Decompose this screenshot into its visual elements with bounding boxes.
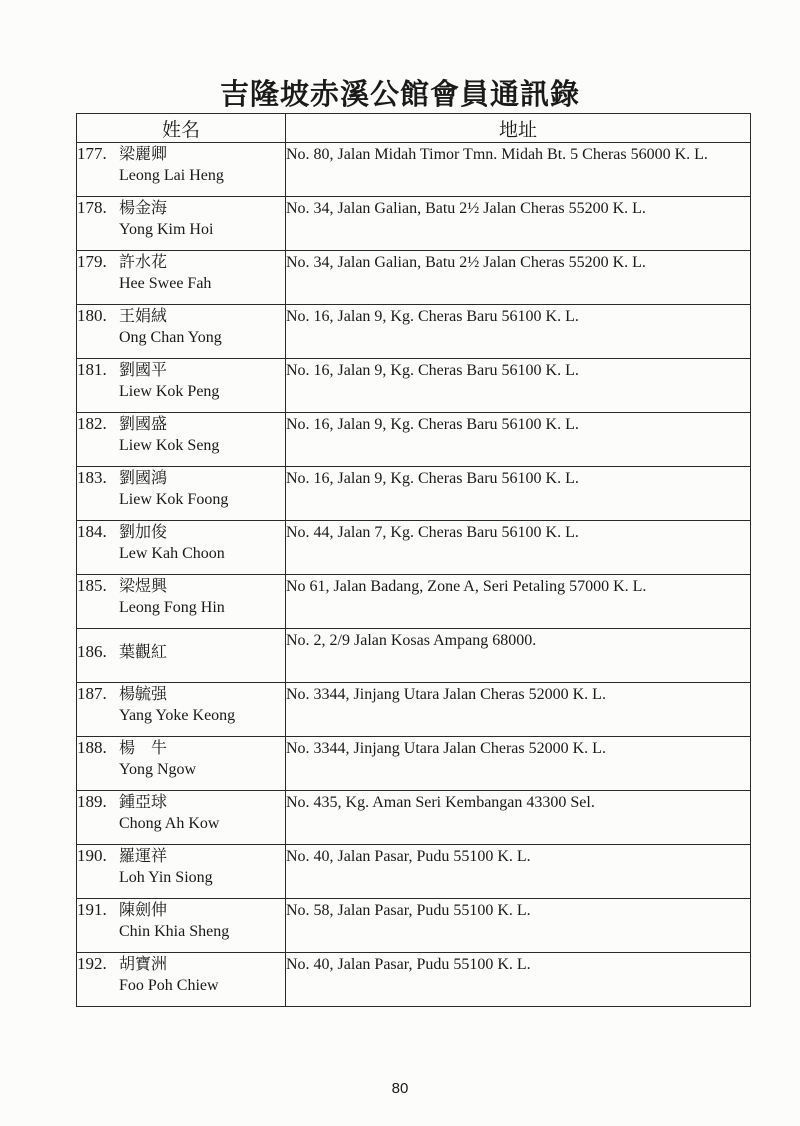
member-number: 179. [77,252,107,271]
name-column-header: 姓名 [77,114,286,143]
member-address: No. 16, Jalan 9, Kg. Cheras Baru 56100 K. L. [286,359,751,413]
table-row [77,575,751,629]
member-chinese-name: 葉觀紅 [119,642,168,661]
member-address: No. 16, Jalan 9, Kg. Cheras Baru 56100 K. L. [286,305,751,359]
member-number: 191. [77,900,107,919]
member-number: 188. [77,738,107,757]
member-english-name: Liew Kok Foong [119,491,229,508]
member-name-line [77,251,285,273]
table-row [77,737,751,791]
member-number: 177. [77,144,107,163]
member-name-line [77,791,285,813]
member-name-line [77,413,285,435]
member-chinese-name: 劉加俊 [119,522,168,541]
member-name-cell [77,143,286,197]
table-row [77,197,751,251]
member-english-name: Liew Kok Peng [119,383,220,400]
table-row [77,791,751,845]
member-name-cell [77,683,286,737]
member-english-name: Leong Fong Hin [119,599,225,616]
member-chinese-name: 鍾亞球 [119,792,168,811]
member-number: 185. [77,576,107,595]
member-english-name: Foo Poh Chiew [119,977,219,994]
member-chinese-name: 楊金海 [119,198,168,217]
member-number: 184. [77,522,107,541]
member-address: No. 58, Jalan Pasar, Pudu 55100 K. L. [286,899,751,953]
member-name-line [77,197,285,219]
member-number: 192. [77,954,107,973]
page-title: 吉隆坡赤溪公館會員通訊錄 [219,77,580,111]
member-name-line [77,629,285,663]
member-number: 178. [77,198,107,217]
member-name-cell [77,413,286,467]
table-row [77,413,751,467]
member-address: No. 80, Jalan Midah Timor Tmn. Midah Bt. 5 Cheras 56000 K. L. [286,143,751,197]
table-row [77,251,751,305]
member-address: No. 34, Jalan Galian, Batu 2½ Jalan Cheras 55200 K. L. [286,197,751,251]
table-row [77,467,751,521]
member-name-line [77,845,285,867]
member-chinese-name: 楊毓强 [119,684,168,703]
member-name-line [77,143,285,165]
member-name-cell [77,521,286,575]
member-name-cell [77,737,286,791]
member-address: No. 3344, Jinjang Utara Jalan Cheras 52000 K. L. [286,683,751,737]
table-header-row [77,114,751,143]
member-name-cell [77,197,286,251]
member-name-cell [77,305,286,359]
member-name-line [77,467,285,489]
member-chinese-name: 胡寶洲 [119,954,168,973]
member-english-name: Yang Yoke Keong [119,707,236,724]
table-row [77,899,751,953]
member-number: 190. [77,846,107,865]
member-number: 189. [77,792,107,811]
table-row [77,143,751,197]
member-number: 182. [77,414,107,433]
member-address: No. 16, Jalan 9, Kg. Cheras Baru 56100 K. L. [286,413,751,467]
member-number: 181. [77,360,107,379]
table-row [77,953,751,1007]
member-english-name: Loh Yin Siong [119,869,213,886]
member-address: No 61, Jalan Badang, Zone A, Seri Petaling 57000 K. L. [286,575,751,629]
member-address: No. 3344, Jinjang Utara Jalan Cheras 52000 K. L. [286,737,751,791]
member-chinese-name: 梁煜興 [119,576,168,595]
member-name-cell [77,953,286,1007]
table-row [77,359,751,413]
member-english-name: Leong Lai Heng [119,167,224,184]
member-english-name: Chin Khia Sheng [119,923,230,940]
table-row [77,683,751,737]
member-name-line [77,683,285,705]
member-number: 180. [77,306,107,325]
member-english-name: Chong Ah Kow [119,815,220,832]
member-name-line [77,305,285,327]
member-address: No. 44, Jalan 7, Kg. Cheras Baru 56100 K. L. [286,521,751,575]
member-chinese-name: 羅運祥 [119,846,168,865]
member-address: No. 2, 2/9 Jalan Kosas Ampang 68000. [286,629,751,683]
member-chinese-name: 王娟絨 [119,306,168,325]
member-chinese-name: 劉國盛 [119,414,168,433]
address-column-header: 地址 [286,114,751,143]
member-name-cell [77,359,286,413]
member-number: 186. [77,642,107,661]
member-name-line [77,899,285,921]
member-english-name: Liew Kok Seng [119,437,220,454]
member-name-cell [77,467,286,521]
table-row [77,629,751,683]
member-number: 187. [77,684,107,703]
member-address: No. 34, Jalan Galian, Batu 2½ Jalan Cheras 55200 K. L. [286,251,751,305]
member-directory-table [76,113,751,1007]
table-row [77,845,751,899]
member-chinese-name: 陳劍伸 [119,900,168,919]
member-name-cell [77,791,286,845]
member-name-line [77,521,285,543]
member-name-cell [77,251,286,305]
member-number: 183. [77,468,107,487]
member-english-name: Yong Kim Hoi [119,221,214,238]
member-english-name: Ong Chan Yong [119,329,222,346]
member-english-name: Lew Kah Choon [119,545,225,562]
member-name-line [77,953,285,975]
member-chinese-name: 梁麗卿 [119,144,168,163]
member-chinese-name: 楊 牛 [119,738,168,757]
member-address: No. 16, Jalan 9, Kg. Cheras Baru 56100 K. L. [286,467,751,521]
table-row [77,305,751,359]
member-chinese-name: 劉國鴻 [119,468,168,487]
member-name-cell [77,629,286,683]
member-name-line [77,575,285,597]
member-name-cell [77,899,286,953]
member-chinese-name: 劉國平 [119,360,168,379]
member-chinese-name: 許水花 [119,252,168,271]
member-english-name: Hee Swee Fah [119,275,212,292]
member-address: No. 40, Jalan Pasar, Pudu 55100 K. L. [286,845,751,899]
page-number: 80 [391,1080,409,1097]
table-row [77,521,751,575]
member-name-cell [77,575,286,629]
member-address: No. 40, Jalan Pasar, Pudu 55100 K. L. [286,953,751,1007]
member-rows [77,143,751,1007]
member-english-name: Yong Ngow [119,761,197,778]
member-name-line [77,359,285,381]
member-address: No. 435, Kg. Aman Seri Kembangan 43300 Sel. [286,791,751,845]
member-name-line [77,737,285,759]
member-name-cell [77,845,286,899]
